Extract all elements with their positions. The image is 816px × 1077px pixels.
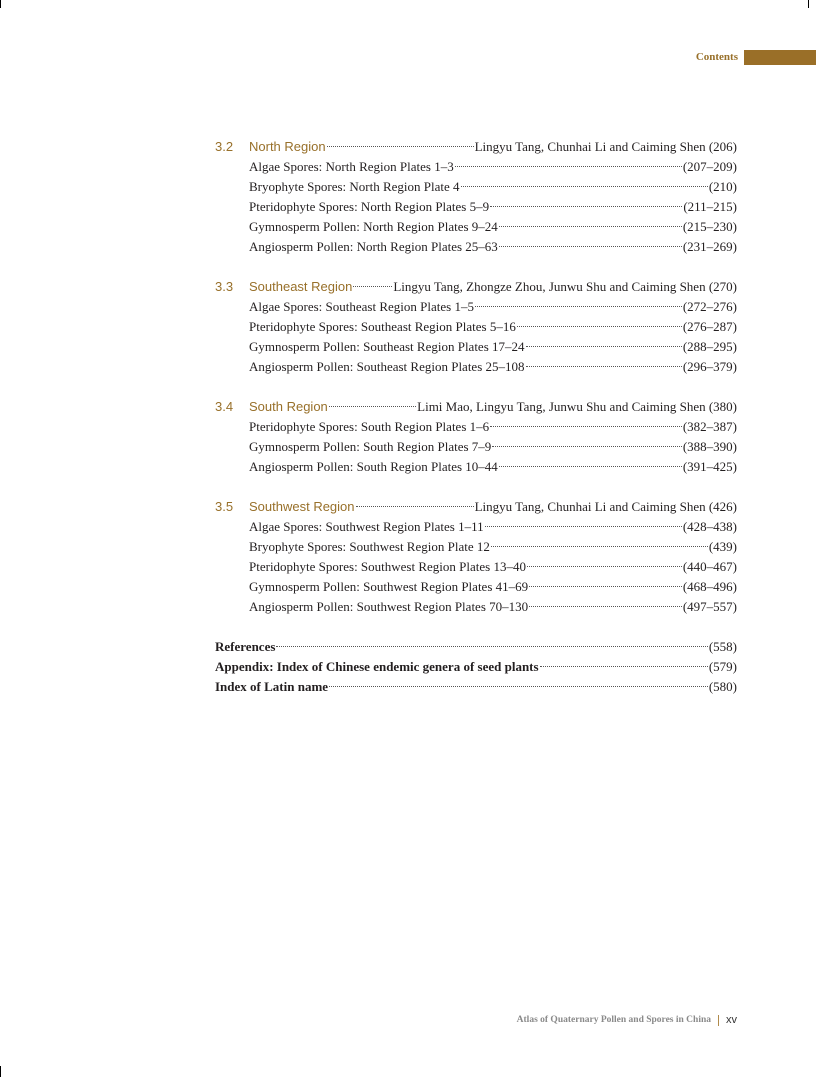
- entry-label: Angiosperm Pollen: Southwest Region Plates 70–130: [249, 599, 529, 614]
- toc-entry[interactable]: [215, 537, 737, 557]
- entry-label: Bryophyte Spores: Southwest Region Plate 12: [249, 539, 490, 554]
- table-of-contents: [215, 137, 737, 697]
- crop-mark: [808, 0, 809, 8]
- toc-entry[interactable]: [215, 197, 737, 217]
- dot-leader: [329, 686, 708, 687]
- entry-label: Gymnosperm Pollen: North Region Plates 9–24: [249, 219, 498, 234]
- dot-leader: [461, 186, 708, 187]
- toc-entry[interactable]: [215, 317, 737, 337]
- entry-label: Index of Latin name: [215, 679, 329, 694]
- section-title: North Region: [249, 139, 326, 154]
- toc-back-matter-entry[interactable]: [215, 637, 737, 657]
- dot-leader: [475, 306, 682, 307]
- entry-label: Pteridophyte Spores: Southwest Region Plates 13–40: [249, 559, 526, 574]
- dot-leader: [499, 246, 682, 247]
- crop-mark: [0, 0, 1, 8]
- toc-section: [215, 497, 737, 617]
- toc-entry[interactable]: [215, 577, 737, 597]
- toc-entry[interactable]: [215, 597, 737, 617]
- entry-label: Bryophyte Spores: North Region Plate 4: [249, 179, 460, 194]
- dot-leader: [517, 326, 682, 327]
- entry-pages: (391–425): [682, 459, 737, 474]
- entry-pages: (215–230): [682, 219, 737, 234]
- dot-leader: [490, 426, 682, 427]
- entry-label: Angiosperm Pollen: North Region Plates 25–63: [249, 239, 498, 254]
- toc-section: [215, 137, 737, 257]
- entry-label: Algae Spores: North Region Plates 1–3: [249, 159, 454, 174]
- toc-entry[interactable]: [215, 177, 737, 197]
- crop-mark: [0, 1066, 1, 1077]
- dot-leader: [353, 286, 392, 287]
- running-header: Contents: [695, 51, 738, 63]
- entry-pages: (440–467): [682, 559, 737, 574]
- footer-book-title: Atlas of Quaternary Pollen and Spores in China: [516, 1015, 711, 1025]
- toc-back-matter-entry[interactable]: [215, 657, 737, 677]
- dot-leader: [455, 166, 682, 167]
- toc-entry[interactable]: [215, 457, 737, 477]
- entry-label: Gymnosperm Pollen: Southeast Region Plates 17–24: [249, 339, 525, 354]
- toc-entry[interactable]: [215, 337, 737, 357]
- dot-leader: [492, 446, 682, 447]
- entry-pages: (468–496): [682, 579, 737, 594]
- section-authors: Lingyu Tang, Chunhai Li and Caiming Shen (426): [474, 499, 737, 514]
- entry-label: Pteridophyte Spores: Southeast Region Plates 5–16: [249, 319, 516, 334]
- section-authors: Limi Mao, Lingyu Tang, Junwu Shu and Caiming Shen (380): [417, 399, 737, 414]
- entry-label: Pteridophyte Spores: South Region Plates 1–6: [249, 419, 490, 434]
- toc-entry[interactable]: [215, 437, 737, 457]
- dot-leader: [499, 466, 682, 467]
- entry-pages: (231–269): [682, 239, 737, 254]
- entry-label: Angiosperm Pollen: Southeast Region Plates 25–108: [249, 359, 525, 374]
- section-number: 3.2: [215, 139, 234, 154]
- entry-pages: (276–287): [682, 319, 737, 334]
- page-footer: [517, 1014, 737, 1026]
- toc-entry[interactable]: [215, 557, 737, 577]
- entry-label: Pteridophyte Spores: North Region Plates 5–9: [249, 199, 490, 214]
- dot-leader: [485, 526, 682, 527]
- section-title: Southwest Region: [249, 499, 355, 514]
- entry-label: Algae Spores: Southeast Region Plates 1–5: [249, 299, 474, 314]
- entry-pages: (439): [708, 539, 737, 554]
- entry-pages: (579): [708, 659, 737, 674]
- toc-section-heading[interactable]: [215, 497, 737, 517]
- entry-label: Appendix: Index of Chinese endemic genera of seed plants: [215, 659, 539, 674]
- dot-leader: [529, 586, 682, 587]
- section-number: 3.3: [215, 279, 234, 294]
- entry-pages: (211–215): [683, 199, 737, 214]
- entry-pages: (558): [708, 639, 737, 654]
- entry-label: Gymnosperm Pollen: Southwest Region Plates 41–69: [249, 579, 529, 594]
- entry-pages: (210): [708, 179, 737, 194]
- header-accent-bar: [744, 50, 816, 65]
- dot-leader: [526, 366, 682, 367]
- section-authors: Lingyu Tang, Zhongze Zhou, Junwu Shu and Caiming Shen (270): [393, 279, 737, 294]
- section-authors: Lingyu Tang, Chunhai Li and Caiming Shen (206): [474, 139, 737, 154]
- toc-section: [215, 397, 737, 477]
- toc-entry[interactable]: [215, 297, 737, 317]
- entry-pages: (207–209): [682, 159, 737, 174]
- entry-pages: (382–387): [682, 419, 737, 434]
- toc-section-heading[interactable]: [215, 277, 737, 297]
- section-title: Southeast Region: [249, 279, 353, 294]
- dot-leader: [491, 546, 708, 547]
- dot-leader: [490, 206, 682, 207]
- entry-pages: (272–276): [682, 299, 737, 314]
- entry-label: Gymnosperm Pollen: South Region Plates 7–9: [249, 439, 492, 454]
- entry-pages: (580): [708, 679, 737, 694]
- dot-leader: [356, 506, 474, 507]
- section-number: 3.4: [215, 399, 234, 414]
- dot-leader: [499, 226, 682, 227]
- toc-section: [215, 277, 737, 377]
- toc-section-heading[interactable]: [215, 397, 737, 417]
- entry-pages: (428–438): [682, 519, 737, 534]
- entry-label: Angiosperm Pollen: South Region Plates 10–44: [249, 459, 498, 474]
- toc-entry[interactable]: [215, 157, 737, 177]
- dot-leader: [527, 566, 682, 567]
- entry-label: References: [215, 639, 276, 654]
- dot-leader: [540, 666, 708, 667]
- entry-pages: (288–295): [682, 339, 737, 354]
- toc-back-matter-entry[interactable]: [215, 677, 737, 697]
- toc-entry[interactable]: [215, 237, 737, 257]
- dot-leader: [276, 646, 707, 647]
- dot-leader: [327, 146, 474, 147]
- entry-pages: (497–557): [682, 599, 737, 614]
- section-title: South Region: [249, 399, 328, 414]
- footer-separator: [718, 1015, 719, 1026]
- toc-entry[interactable]: [215, 357, 737, 377]
- page-number: xv: [726, 1014, 737, 1026]
- entry-pages: (388–390): [682, 439, 737, 454]
- dot-leader: [329, 406, 416, 407]
- dot-leader: [529, 606, 682, 607]
- dot-leader: [526, 346, 682, 347]
- entry-pages: (296–379): [682, 359, 737, 374]
- toc-entry[interactable]: [215, 517, 737, 537]
- entry-label: Algae Spores: Southwest Region Plates 1–11: [249, 519, 484, 534]
- toc-entry[interactable]: [215, 417, 737, 437]
- toc-section-heading[interactable]: [215, 137, 737, 157]
- toc-entry[interactable]: [215, 217, 737, 237]
- section-number: 3.5: [215, 499, 234, 514]
